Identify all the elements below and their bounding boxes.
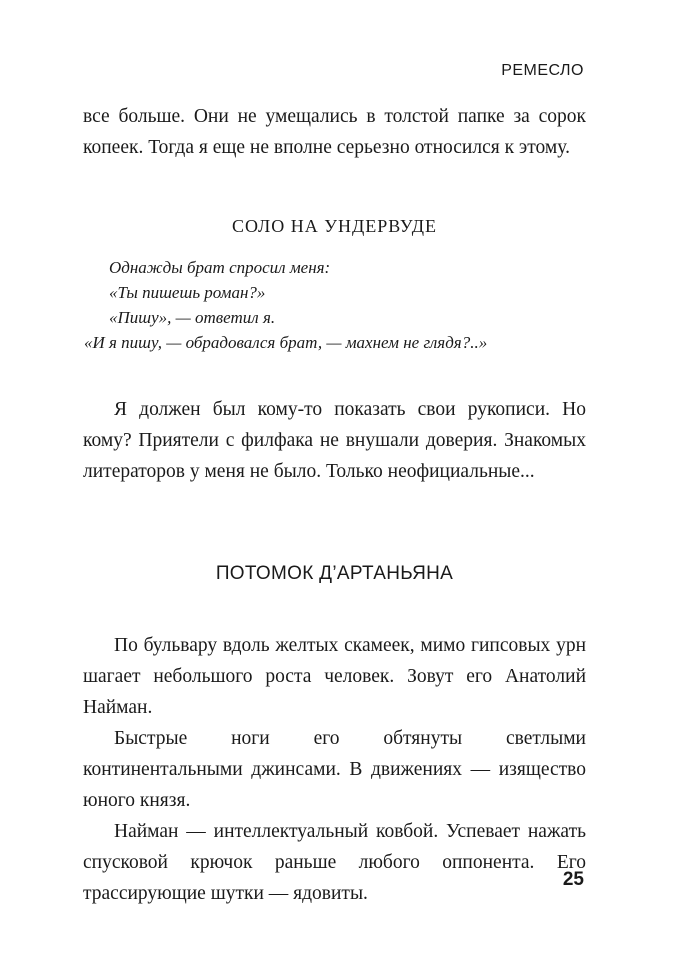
- epigraph: [84, 255, 586, 355]
- paragraph-text: Найман — интеллектуальный ковбой. Успевает нажать спусковой крючок раньше любого оппонента. Его трассирующие шутки — ядовиты.: [83, 821, 586, 904]
- paragraph-text: Быстрые ноги его обтянуты светлыми континентальными джинсами. В движениях — изящество юного князя.: [83, 728, 586, 811]
- epigraph-line: «Пишу», — ответил я.: [109, 308, 276, 327]
- subsection-title: СОЛО НА УНДЕРВУДЕ: [231, 216, 438, 236]
- paragraph-text: все больше. Они не умещались в толстой папке за сорок копеек. Тогда я еще не вполне серьезно относился к этому.: [83, 106, 586, 158]
- continuation-paragraph: [83, 101, 586, 163]
- chapter-body: [83, 630, 586, 909]
- epigraph-line: Однажды брат спросил меня:: [109, 258, 331, 277]
- epigraph-line: «Ты пишешь роман?»: [109, 283, 266, 302]
- chapter-title: ПОТОМОК Д’АРТАНЬЯНА: [215, 563, 454, 584]
- running-header: РЕМЕСЛО: [501, 62, 584, 79]
- paragraph-text: По бульвару вдоль желтых скамеек, мимо гипсовых урн шагает небольшого роста человек. Зовут его Анатолий Найман.: [83, 635, 586, 718]
- subsection-paragraph: [83, 394, 586, 487]
- epigraph-line: «И я пишу, — обрадовался брат, — махнем не глядя?..»: [84, 333, 488, 352]
- paragraph-text: Я должен был кому-то показать свои рукописи. Но кому? Приятели с филфака не внушали доверия. Знакомых литераторов у меня не было. Только неофициальные...: [83, 399, 586, 482]
- page-number: 25: [562, 869, 584, 890]
